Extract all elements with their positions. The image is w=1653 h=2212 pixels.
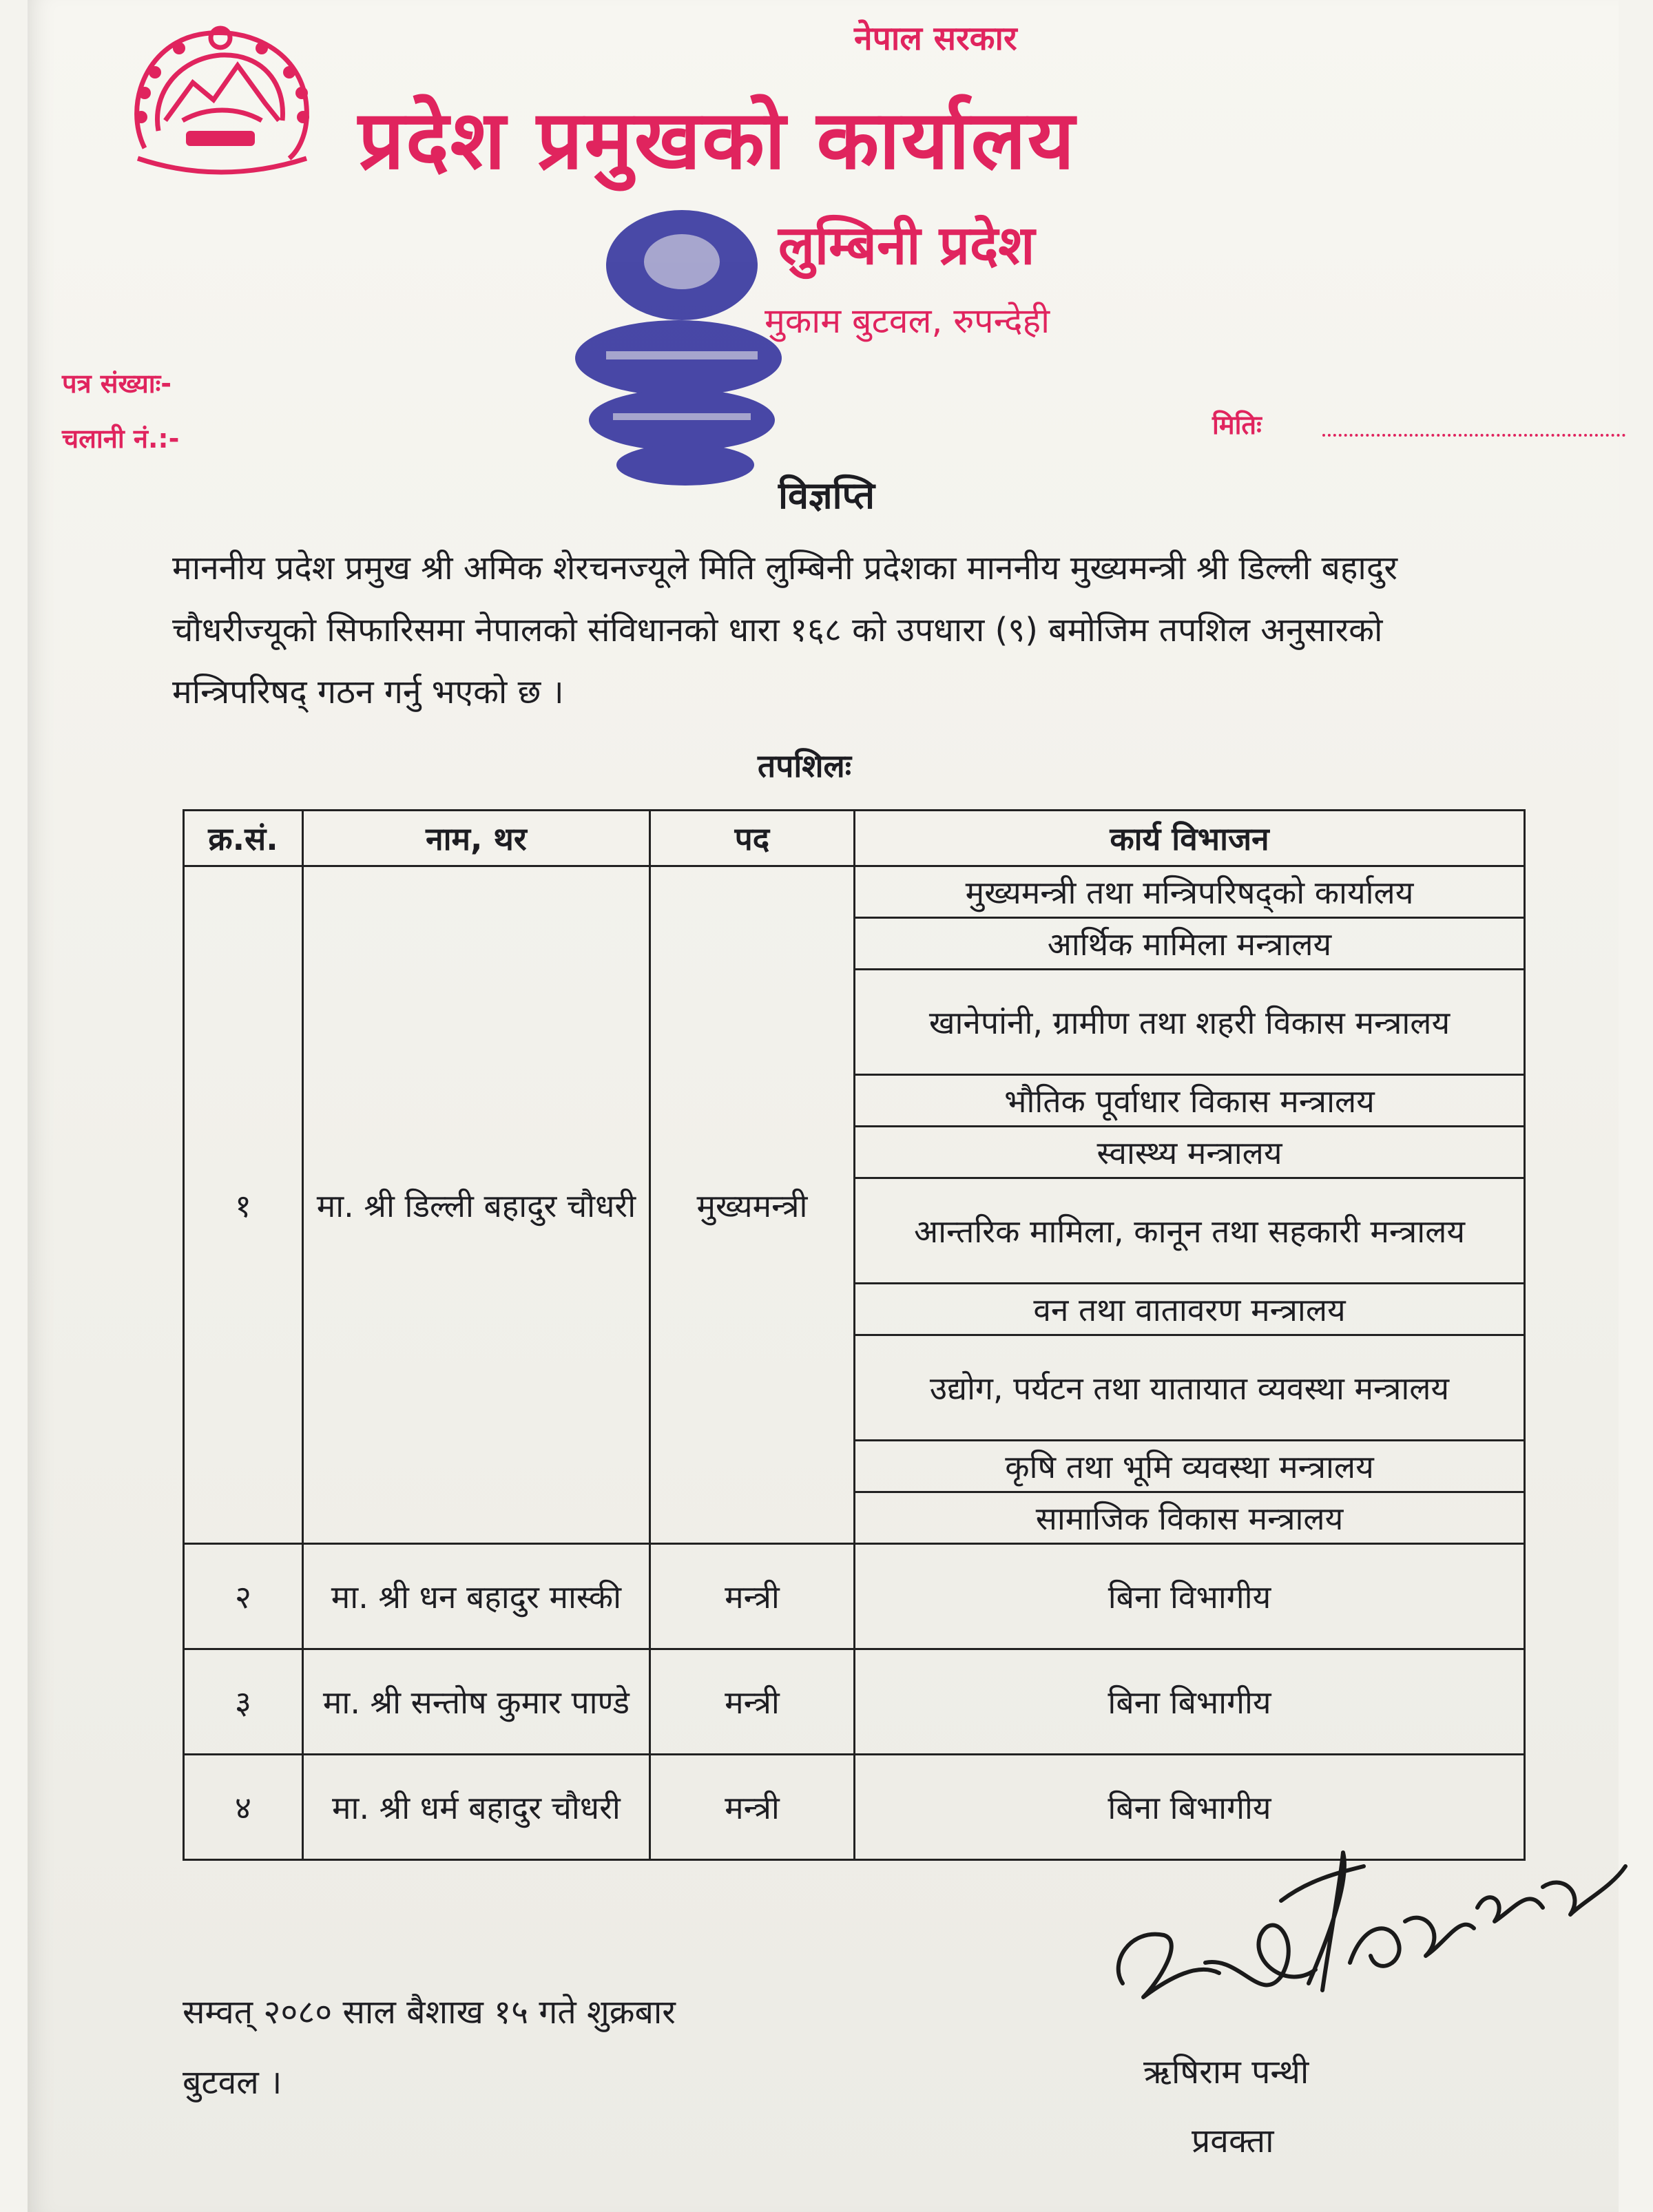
date-blank-line [1322,434,1625,437]
minister-post: मन्त्री [649,1755,854,1860]
portfolio-cell: सामाजिक विकास मन्त्रालय [855,1492,1525,1544]
minister-name: मा. श्री धर्म बहादुर चौधरी [302,1755,649,1860]
header-portfolio: कार्य विभाजन [855,811,1525,866]
cabinet-table [183,809,1526,1861]
portfolio-cell: उद्योग, पर्यटन तथा यातायात व्यवस्था मन्त्रालय [855,1335,1525,1441]
office-location: मुकाम बुटवल, रुपन्देही [765,301,1050,341]
header-sn: क्र.सं. [184,811,303,866]
office-title: प्रदेश प्रमुखको कार्यालय [358,92,1077,187]
letter-number-label: पत्र संख्याः- [62,368,172,399]
office-seal-stamp [558,200,806,489]
minister-sn: २ [184,1544,303,1649]
portfolio-cell: आर्थिक मामिला मन्त्रालय [855,918,1525,970]
issue-place: बुटवल । [183,2063,282,2102]
portfolio-cell: स्वास्थ्य मन्त्रालय [855,1127,1525,1178]
table-row [184,1649,1525,1755]
table-row [184,866,1525,918]
chief-post: मुख्यमन्त्री [649,866,854,1544]
minister-portfolio: बिना बिभागीय [855,1755,1525,1860]
chief-sn: १ [184,866,303,1544]
signature [1102,1825,1639,2045]
signatory-name: ऋषिराम पन्थी [1143,2053,1309,2091]
minister-post: मन्त्री [649,1544,854,1649]
minister-name: मा. श्री धन बहादुर मास्की [302,1544,649,1649]
notice-page [28,0,1619,2212]
chief-name: मा. श्री डिल्ली बहादुर चौधरी [302,866,649,1544]
minister-portfolio: बिना बिभागीय [855,1649,1525,1755]
table-row [184,1544,1525,1649]
date-label: मितिः [1212,410,1262,440]
minister-portfolio: बिना विभागीय [855,1544,1525,1649]
schedule-label: तपशिलः [758,747,852,784]
minister-sn: ३ [184,1649,303,1755]
signatory-role: प्रवक्ता [1192,2122,1274,2160]
header-name: नाम, थर [302,811,649,866]
issue-date: सम्वत् २०८० साल बैशाख १५ गते शुक्रबार [183,1993,676,2032]
notice-body: माननीय प्रदेश प्रमुख श्री अमिक शेरचनज्यूले मिति लुम्बिनी प्रदेशका माननीय मुख्यमन्त्री श्री डिल्ली बहादुर चौधरीज्यूको सिफारिसमा नेपालको संविधानको धारा १६८ को उपधारा (९) बमोजिम तपशिल अनुसारको मन्त्रिपरिषद् गठन गर्नु भएको छ । [172,549,1397,711]
portfolio-cell: मुख्यमन्त्री तथा मन्त्रिपरिषद्को कार्यालय [855,866,1525,918]
minister-sn: ४ [184,1755,303,1860]
header-post: पद [649,811,854,866]
province-title: लुम्बिनी प्रदेश [778,215,1035,277]
minister-name: मा. श्री सन्तोष कुमार पाण्डे [302,1649,649,1755]
portfolio-cell: आन्तरिक मामिला, कानून तथा सहकारी मन्त्रालय [855,1178,1525,1284]
government-label: नेपाल सरकार [854,19,1017,58]
portfolio-cell: कृषि तथा भूमि व्यवस्था मन्त्रालय [855,1441,1525,1492]
minister-post: मन्त्री [649,1649,854,1755]
notice-title: विज्ञप्ति [778,474,875,517]
nepal-emblem-icon [117,17,324,186]
portfolio-cell: भौतिक पूर्वाधार विकास मन्त्रालय [855,1075,1525,1127]
portfolio-cell: वन तथा वातावरण मन्त्रालय [855,1284,1525,1335]
portfolio-cell: खानेपांनी, ग्रामीण तथा शहरी विकास मन्त्रालय [855,970,1525,1075]
table-header-row [184,811,1525,866]
dispatch-number-label: चलानी नं.:- [62,424,180,454]
